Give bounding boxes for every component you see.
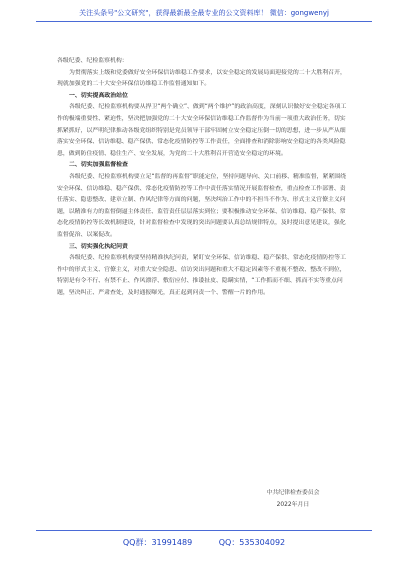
section-2-paragraph: 各级纪委、纪检监察机构要立足“监督的再监督”职能定位，坚持问题导向、关口前移、精准监督，紧紧围绕安全环保、信访维稳、稳产保供、常态化疫情防控等工作中责任落实情况开展监督检查，重点检查工作部署、责任落实、隐患整改、建章立制、作风纪律等方面的问题，坚决纠治工作中的不担当不作为、形式主义官僚主义问题，以精准有力的监督倒逼主体责任、监管责任层层落实到位；要积极推动安全环保、信访维稳、稳产保供、常态化疫情防控等长效机制建设，针对监督检查中发现的突出问题要认真总结规律特点，及时提出意见建议，强化监督促治、以案促改。 — [57, 173, 347, 238]
signature-block — [238, 487, 348, 511]
document-body — [57, 56, 349, 299]
salutation: 各级纪委、纪检监察机构： — [57, 58, 128, 64]
section-1-paragraph: 各级纪委、纪检监察机构要从捍卫“两个确立”、做到“两个维护”的政治高度，深刻认识做好安全稳定各项工作的极端重要性、紧迫性，坚决把加强党的二十大安全环保信访维稳工作监督作为当前一项重大政治任务，切实抓紧抓好，以严明纪律推动各级党组织特别是党员领导干部牢固树立安全稳定压倒一切的思想，进一步从严从细落实安全环保、信访维稳、稳产保供、常态化疫情防控等工作责任，全面排查和消除影响安全稳定的各类风险隐患，做到防住疫情、稳住生产、安全发展，为党的二十大胜利召开营造安全稳定的环境。 — [57, 104, 347, 157]
signature-org: 中共纪律检查委员会 — [266, 490, 320, 496]
footer-divider — [36, 530, 372, 531]
header-divider — [36, 21, 372, 22]
footer-contact — [0, 537, 408, 549]
qq-number: QQ：535304092 — [218, 538, 286, 547]
intro-paragraph: 为贯彻落实上级和党委做好安全环保信访维稳工作要求，以安全稳定的发展局面迎接党的二十大胜利召开，现就加强党的二十大安全环保信访维稳工作监督通知如下。 — [57, 69, 346, 88]
section-3-heading: 三、切实强化执纪问责 — [69, 243, 128, 250]
header-banner: 关注头条号"公文研究"，获得最新最全最专业的公文资料库！ 微信：gongwenyj — [79, 9, 329, 17]
section-3-paragraph: 各级纪委、纪检监察机构要坚持精准执纪问责，紧盯安全环保、信访维稳、稳产保供、常态化疫情防控等工作中的形式主义、官僚主义，对重大安全隐患、信访突出问题和重大不稳定因素等不重视不整改、整改不到位，特别是有令不行、有禁不止、作风漂浮、敷衍应付、推诿扯皮、隐瞒实情，“工作抓而不细、抓而不实等重点问题，坚决纠正、严肃查处，及时通报曝光，真正起到问责一个、警醒一片的作用。 — [57, 255, 346, 296]
section-1-heading: 一、切实提高政治站位 — [69, 92, 128, 99]
signature-date: 2022年月日 — [276, 502, 310, 508]
section-2-heading: 二、切实加强监督检查 — [69, 162, 128, 169]
qq-group: QQ群：31991489 — [122, 538, 193, 547]
